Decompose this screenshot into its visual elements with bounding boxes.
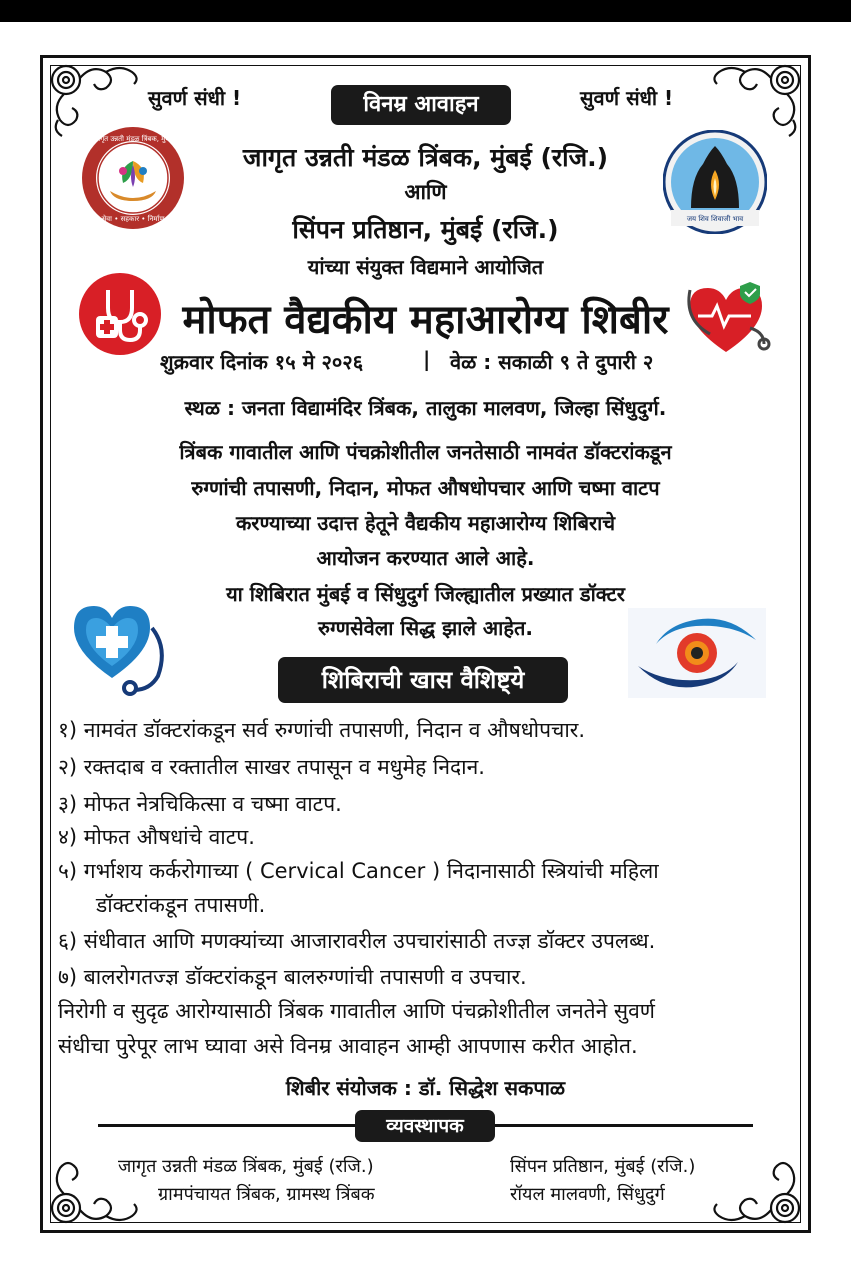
feature-item-4: ४) मोफत औषधांचे वाटप. — [58, 825, 255, 849]
description-line-3: करण्याच्या उदात्त हेतूने वैद्यकीय महाआरोग्य शिबिराचे — [235, 511, 616, 535]
manager-right-1: सिंपन प्रतिष्ठान, मुंबई (रजि.) — [510, 1156, 696, 1177]
logo-right-text: जय शिव शिवाजी भाव — [686, 215, 744, 223]
feature-item-5: ५) गर्भाशय कर्करोगाच्या ( Cervical Cancer ) निदानासाठी स्त्रियांची महिला — [58, 859, 659, 883]
managers-badge: व्यवस्थापक — [355, 1110, 495, 1142]
description-line-1: त्रिंबक गावातील आणि पंचक्रोशीतील जनतेसाठी नामवंत डॉक्टरांकडून — [179, 440, 672, 464]
description-line-6: रुग्णसेवेला सिद्ध झाले आहेत. — [318, 616, 533, 640]
manager-right-2: रॉयल मालवणी, सिंधुदुर्ग — [510, 1184, 665, 1205]
logo-left-bottom-text: सेवा • सहकार • निर्माण — [101, 215, 165, 223]
feature-item-2: २) रक्तदाब व रक्तातील साखर तपासून व मधुमेह निदान. — [58, 755, 485, 779]
event-title: मोफत वैद्यकीय महाआरोग्य शिबीर — [182, 297, 669, 343]
camp-coordinator: शिबीर संयोजक : डॉ. सिद्धेश सकपाळ — [285, 1076, 566, 1100]
top-black-bar — [0, 0, 851, 22]
heart-medical-cross-icon — [68, 598, 170, 696]
date-time-separator: | — [423, 347, 431, 371]
event-venue: स्थळ : जनता विद्यामंदिर त्रिंबक, तालुका मालवण, जिल्हा सिंधुदुर्ग. — [184, 396, 667, 420]
eye-care-icon — [628, 608, 766, 698]
feature-item-1: १) नामवंत डॉक्टरांकडून सर्व रुग्णांची तपासणी, निदान व औषधोपचार. — [58, 718, 586, 742]
feature-item-5-continued: डॉक्टरांकडून तपासणी. — [96, 893, 266, 917]
organizer-and: आणि — [404, 180, 447, 204]
features-title-badge: शिबिराची खास वैशिष्ट्ये — [278, 657, 568, 703]
description-line-2: रुग्णांची तपासणी, निदान, मोफत औषधोपचार आणि चष्मा वाटप — [191, 476, 660, 500]
corner-ornament-bottom-right — [687, 1150, 807, 1230]
organizer-1: जागृत उन्नती मंडळ त्रिंबक, मुंबई (रजि.) — [242, 143, 609, 172]
manager-left-1: जागृत उन्नती मंडळ त्रिंबक, मुंबई (रजि.) — [118, 1156, 374, 1177]
event-date: शुक्रवार दिनांक १५ मे २०२६ — [160, 350, 364, 374]
feature-item-7: ७) बालरोगतज्ज्ञ डॉक्टरांकडून बालरुग्णांची तपासणी व उपचार. — [58, 965, 527, 989]
invite-badge: विनम्र आवाहन — [331, 85, 511, 125]
corner-ornament-top-right — [687, 58, 807, 138]
event-time: वेळ : सकाळी ९ ते दुपारी २ — [450, 350, 654, 374]
golden-opportunity-left: सुवर्ण संधी ! — [148, 86, 242, 110]
joint-organized-line: यांच्या संयुक्त विद्यमाने आयोजित — [307, 255, 544, 279]
feature-item-6: ६) संधीवात आणि मणक्यांच्या आजारावरील उपचारांसाठी तज्ज्ञ डॉक्टर उपलब्ध. — [58, 929, 656, 953]
feature-item-3: ३) मोफत नेत्रचिकित्सा व चष्मा वाटप. — [58, 792, 342, 816]
logo-left-top-text: जागृत उन्नती मंडळ त्रिंबक, मुंबई — [93, 135, 173, 143]
description-line-4: आयोजन करण्यात आले आहे. — [316, 546, 535, 570]
manager-left-2: ग्रामपंचायत त्रिंबक, ग्रामस्थ त्रिंबक — [158, 1184, 375, 1205]
appeal-line-2: संधीचा पुरेपूर लाभ घ्यावा असे विनम्र आवाहन आम्ही आपणास करीत आहोत. — [58, 1034, 638, 1058]
golden-opportunity-right: सुवर्ण संधी ! — [580, 86, 674, 110]
description-line-5: या शिबिरात मुंबई व सिंधुदुर्ग जिल्ह्यातील प्रख्यात डॉक्टर — [226, 582, 625, 606]
appeal-line-1: निरोगी व सुदृढ आरोग्यासाठी त्रिंबक गावातील आणि पंचक्रोशीतील जनतेने सुवर्ण — [58, 999, 655, 1023]
organizer-2: सिंपन प्रतिष्ठान, मुंबई (रजि.) — [292, 215, 559, 244]
